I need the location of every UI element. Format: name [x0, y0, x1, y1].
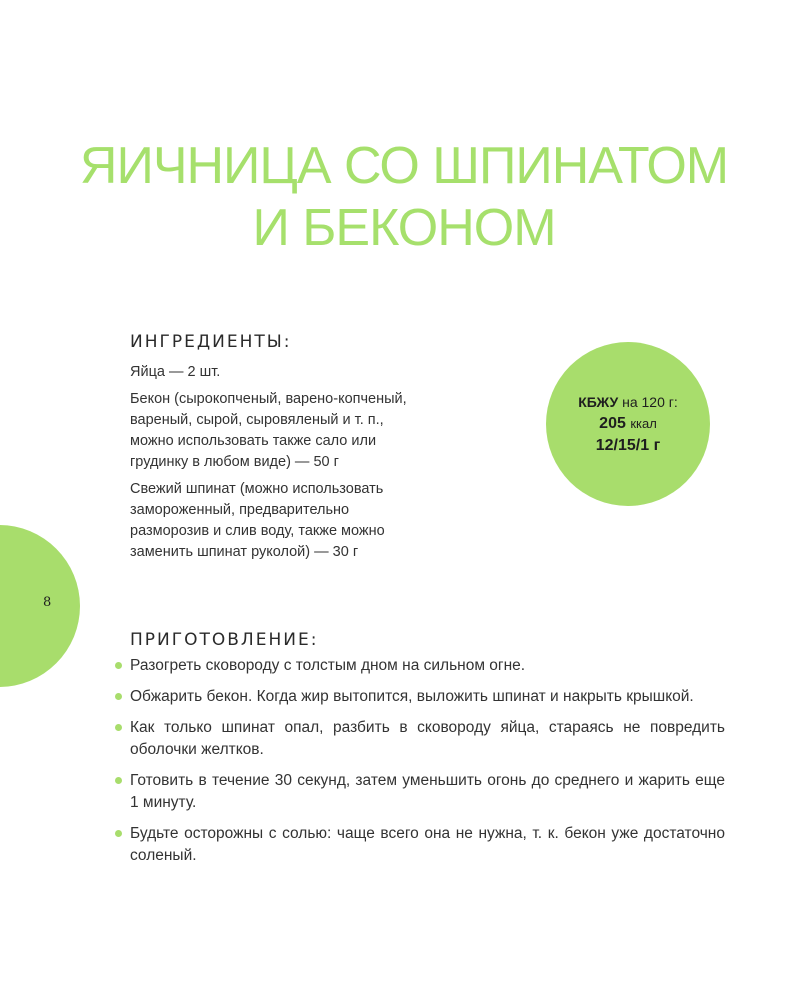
method-step-text: Будьте осторожны с солью: чаще всего она не нужна, т. к. бекон уже достаточно соленый.	[130, 825, 725, 864]
bullet-dot-icon	[115, 724, 122, 731]
nutrition-badge	[546, 342, 710, 506]
bullet-dot-icon	[115, 777, 122, 784]
page-number: 8	[43, 595, 52, 610]
page-number-tab	[0, 525, 80, 687]
nutrition-calories-value: 205	[599, 415, 626, 432]
ingredients-heading: ИНГРЕДИЕНТЫ:	[130, 332, 292, 352]
nutrition-label-kbju: КБЖУ	[578, 394, 619, 410]
nutrition-calories-unit: ккал	[630, 416, 657, 431]
ingredient-item: Бекон (сырокопченый, варено-копченый, вареный, сырой, сыровяленый и т. п., можно использовать также сало или грудинку в любом виде) — 50 г	[130, 391, 407, 470]
method-step	[115, 686, 725, 708]
method-step	[115, 717, 725, 761]
nutrition-calories	[599, 413, 657, 435]
method-step-text: Обжарить бекон. Когда жир вытопится, выложить шпинат и накрыть крышкой.	[130, 688, 694, 705]
method-step-text: Как только шпинат опал, разбить в сковороду яйца, стараясь не повредить оболочки желтков.	[130, 719, 725, 758]
bullet-dot-icon	[115, 662, 122, 669]
nutrition-macros: 12/15/1 г	[595, 437, 661, 454]
ingredients-list	[130, 362, 430, 569]
recipe-title	[0, 135, 808, 259]
method-heading: ПРИГОТОВЛЕНИЕ:	[130, 630, 319, 650]
method-step	[115, 823, 725, 867]
bullet-dot-icon	[115, 693, 122, 700]
recipe-title-line1: ЯИЧНИЦА СО ШПИНАТОМ	[79, 137, 729, 195]
recipe-title-line2: И БЕКОНОМ	[252, 199, 556, 257]
ingredient-item: Свежий шпинат (можно использовать замороженный, предварительно разморозив и слив воду, также можно заменить шпинат руколой) — 30 г	[130, 481, 385, 560]
method-step	[115, 655, 725, 677]
method-step-text: Готовить в течение 30 секунд, затем уменьшить огонь до среднего и жарить еще 1 минуту.	[130, 772, 725, 811]
method-step-text: Разогреть сковороду с толстым дном на сильном огне.	[130, 657, 526, 674]
ingredient-item: Яйца — 2 шт.	[130, 364, 221, 380]
nutrition-label	[578, 391, 678, 413]
bullet-dot-icon	[115, 830, 122, 837]
method-step	[115, 770, 725, 814]
nutrition-label-per: на 120 г:	[622, 394, 678, 410]
method-steps-list	[115, 655, 725, 876]
